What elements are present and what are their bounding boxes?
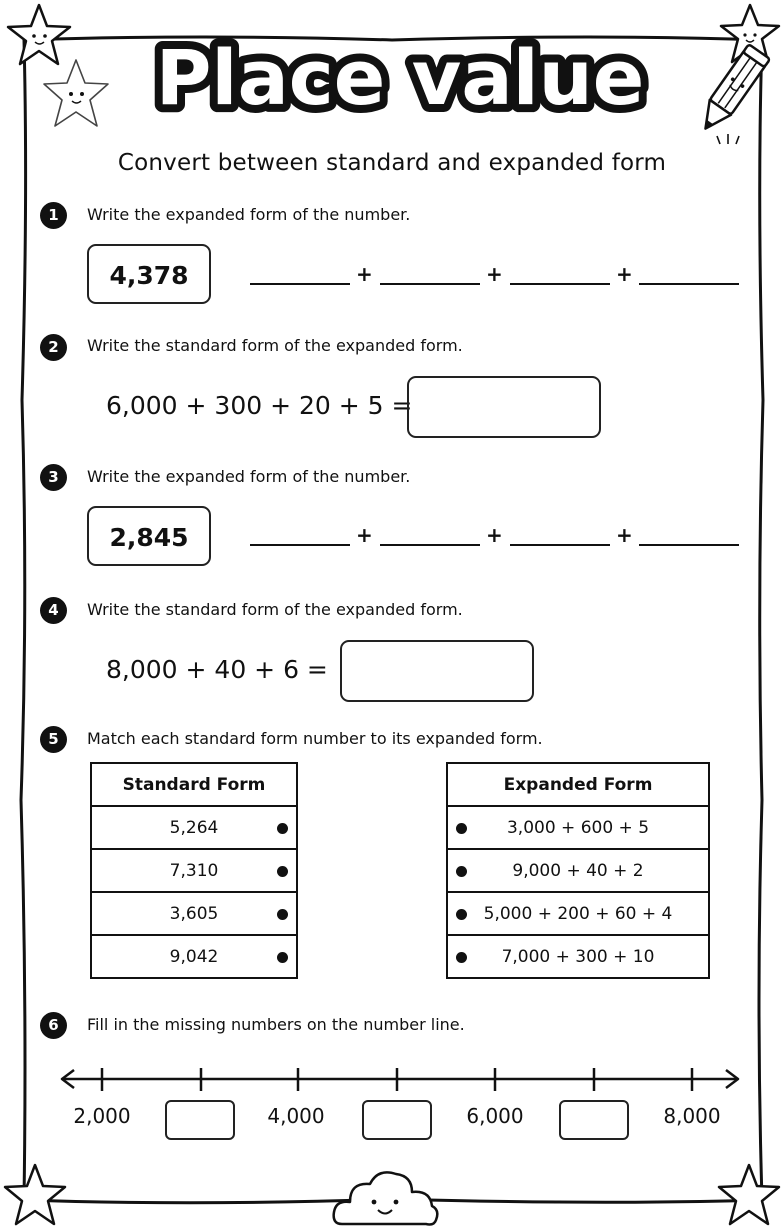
match-dot[interactable] <box>277 952 288 963</box>
plus-sign: + <box>356 262 373 286</box>
question-number: 4 <box>40 597 67 624</box>
number-line-label: 4,000 <box>267 1104 325 1128</box>
given-number: 2,845 <box>87 506 211 566</box>
plus-sign: + <box>356 523 373 547</box>
match-dot[interactable] <box>456 952 467 963</box>
question-text: Write the standard form of the expanded form. <box>87 336 463 355</box>
question-text: Match each standard form number to its expanded form. <box>87 729 543 748</box>
plus-sign: + <box>616 262 633 286</box>
star-icon-bottom-left <box>2 1162 68 1228</box>
number-line-answer-box[interactable] <box>362 1100 432 1140</box>
sparkle-lines-icon <box>714 126 744 148</box>
answer-blank[interactable] <box>380 544 480 546</box>
expanded-form-table <box>446 762 710 979</box>
plus-sign: + <box>616 523 633 547</box>
question-text: Write the expanded form of the number. <box>87 205 411 224</box>
standard-form-table <box>90 762 298 979</box>
match-dot[interactable] <box>456 866 467 877</box>
question-text: Write the standard form of the expanded form. <box>87 600 463 619</box>
answer-blank[interactable] <box>380 283 480 285</box>
table-row <box>447 892 709 935</box>
expanded-expression: 5,000 + 200 + 60 + 4 <box>483 903 673 924</box>
answer-blank[interactable] <box>639 544 739 546</box>
question-number: 2 <box>40 334 67 361</box>
question-number: 6 <box>40 1012 67 1039</box>
page-title: Place value <box>155 33 645 122</box>
answer-box[interactable] <box>340 640 534 702</box>
table-header: Standard Form <box>91 763 297 806</box>
title-banner <box>120 26 680 126</box>
plus-sign: + <box>486 262 503 286</box>
match-dot[interactable] <box>277 909 288 920</box>
table-row <box>91 892 297 935</box>
question-number: 5 <box>40 726 67 753</box>
match-dot[interactable] <box>456 909 467 920</box>
standard-number: 7,310 <box>169 860 219 881</box>
table-row <box>447 935 709 978</box>
answer-box[interactable] <box>407 376 601 438</box>
standard-number: 9,042 <box>169 946 219 967</box>
cloud-icon <box>330 1162 442 1230</box>
question-text: Write the expanded form of the number. <box>87 467 411 486</box>
number-line-label: 6,000 <box>466 1104 524 1128</box>
match-dot[interactable] <box>456 823 467 834</box>
star-icon-bottom-right <box>716 1162 782 1228</box>
sketch-star-icon <box>40 56 112 132</box>
answer-blank[interactable] <box>639 283 739 285</box>
page-subtitle: Convert between standard and expanded form <box>117 150 667 176</box>
answer-blank[interactable] <box>250 283 350 285</box>
expanded-expression: 6,000 + 300 + 20 + 5 = <box>106 391 413 420</box>
expanded-expression: 3,000 + 600 + 5 <box>506 817 650 838</box>
table-row <box>91 849 297 892</box>
match-dot[interactable] <box>277 866 288 877</box>
number-line-label: 2,000 <box>73 1104 131 1128</box>
number-line-answer-box[interactable] <box>559 1100 629 1140</box>
number-line-answer-box[interactable] <box>165 1100 235 1140</box>
question-number: 1 <box>40 202 67 229</box>
standard-number: 3,605 <box>169 903 219 924</box>
standard-number: 5,264 <box>169 817 219 838</box>
match-dot[interactable] <box>277 823 288 834</box>
answer-blank[interactable] <box>510 544 610 546</box>
expanded-expression: 7,000 + 300 + 10 <box>501 946 655 967</box>
table-row <box>91 935 297 978</box>
number-line-label: 8,000 <box>663 1104 721 1128</box>
question-text: Fill in the missing numbers on the number line. <box>87 1015 465 1034</box>
expanded-expression: 8,000 + 40 + 6 = <box>106 655 328 684</box>
table-row <box>447 806 709 849</box>
answer-blank[interactable] <box>510 283 610 285</box>
plus-sign: + <box>486 523 503 547</box>
table-header: Expanded Form <box>447 763 709 806</box>
table-row <box>91 806 297 849</box>
table-row <box>447 849 709 892</box>
question-number: 3 <box>40 464 67 491</box>
number-line <box>56 1062 746 1098</box>
expanded-expression: 9,000 + 40 + 2 <box>512 860 644 881</box>
answer-blank[interactable] <box>250 544 350 546</box>
given-number: 4,378 <box>87 244 211 304</box>
